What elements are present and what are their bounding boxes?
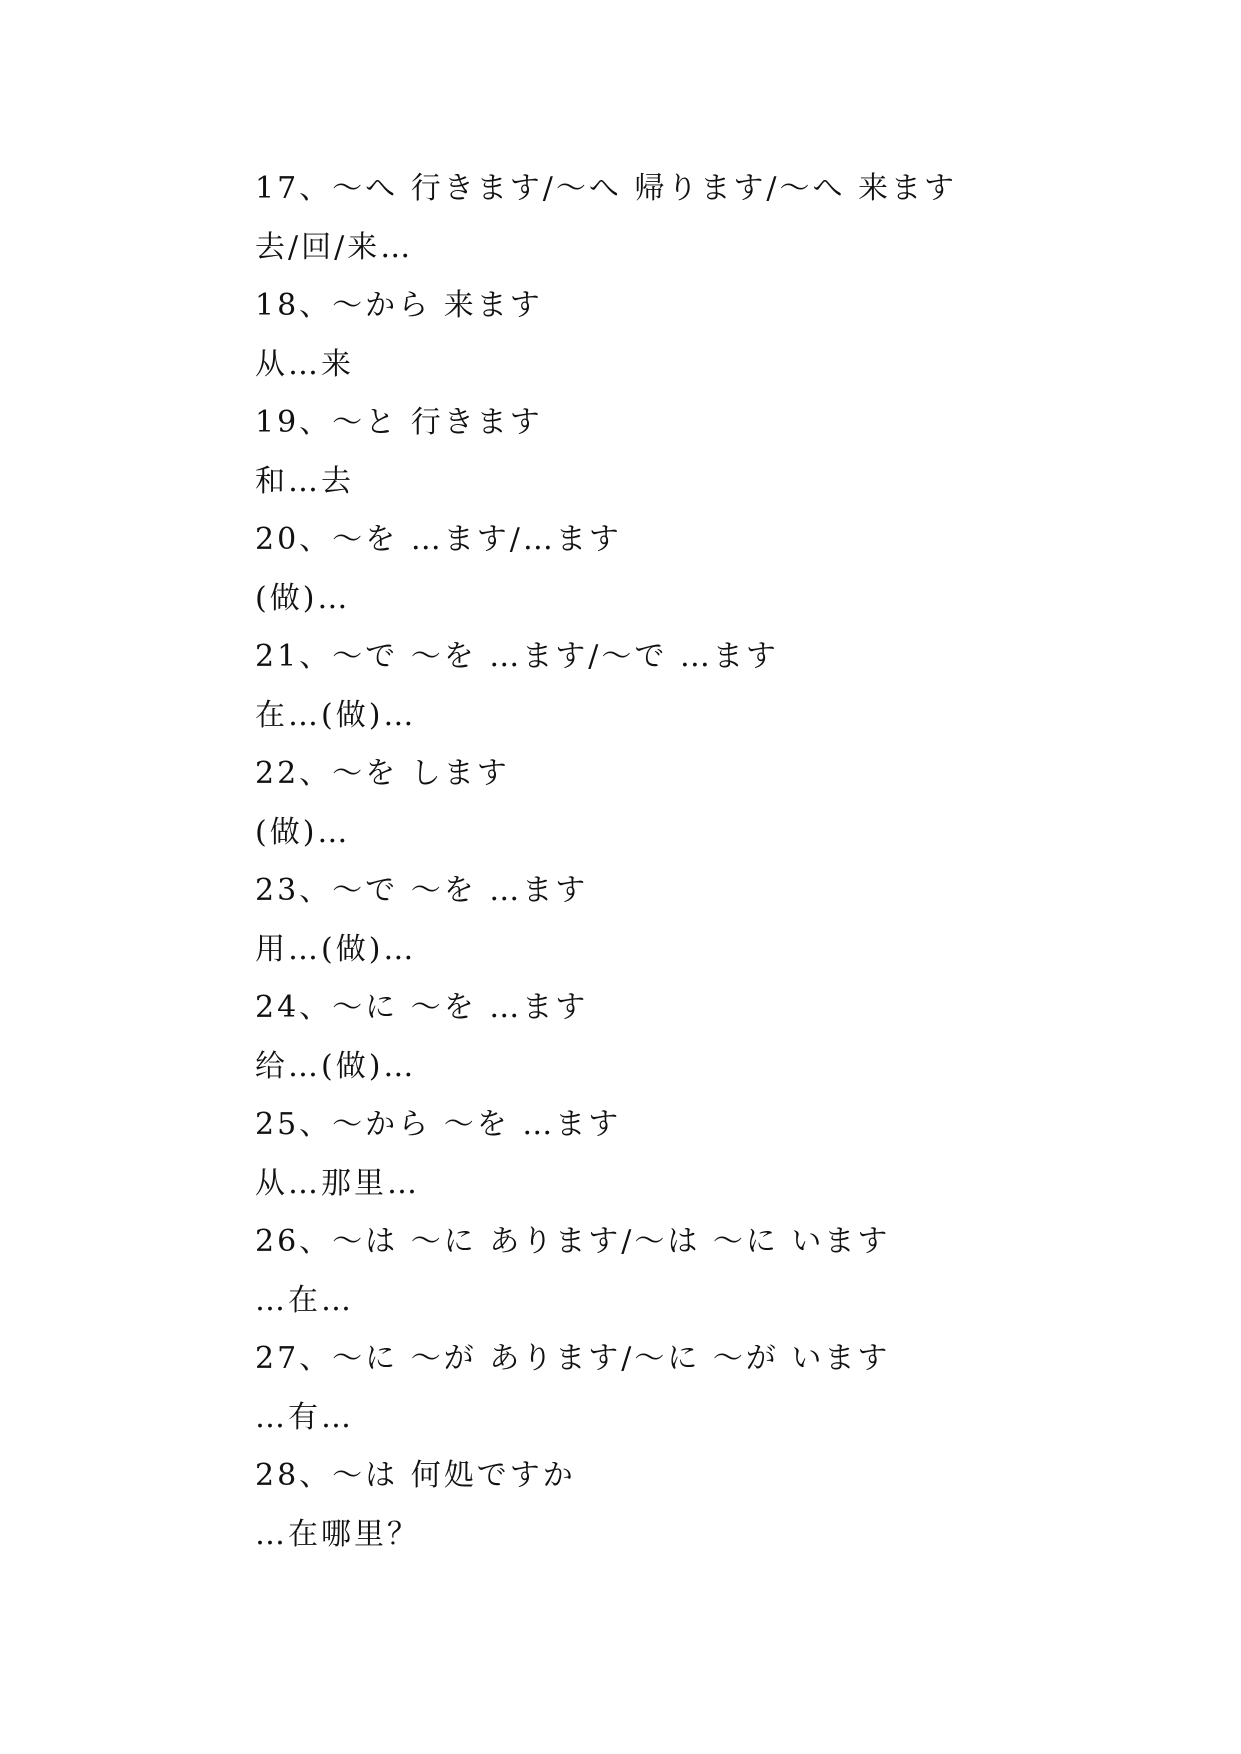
- text-line-2: 去/回/来…: [255, 229, 414, 265]
- text-line-4: 从…来: [255, 346, 354, 382]
- text-line-18: 从…那里…: [255, 1165, 420, 1201]
- text-line-17: 25、～から ～を …ます: [255, 1107, 622, 1142]
- text-line-16: 给…(做)…: [255, 1048, 417, 1084]
- text-line-12: (做)…: [255, 814, 351, 850]
- text-line-9: 21、～で ～を …ます/～で …ます: [255, 639, 779, 674]
- text-line-7: 20、～を …ます/…ます: [255, 522, 622, 557]
- text-line-19: 26、～は ～に あります/～は ～に います: [255, 1224, 891, 1259]
- text-line-20: …在…: [255, 1282, 354, 1318]
- text-line-21: 27、～に ～が あります/～に ～が います: [255, 1341, 891, 1376]
- text-line-15: 24、～に ～を …ます: [255, 990, 589, 1025]
- text-line-22: …有…: [255, 1399, 354, 1435]
- text-line-6: 和…去: [255, 463, 354, 499]
- text-line-5: 19、～と 行きます: [255, 405, 543, 440]
- text-line-1: 17、～へ 行きます/～へ 帰ります/～へ 来ます: [255, 171, 957, 206]
- text-line-11: 22、～を します: [255, 756, 510, 791]
- text-line-8: (做)…: [255, 580, 351, 616]
- text-line-13: 23、～で ～を …ます: [255, 873, 589, 908]
- document-body: [255, 160, 1155, 1564]
- text-line-3: 18、～から 来ます: [255, 288, 543, 323]
- text-line-23: 28、～は 何処ですか: [255, 1458, 576, 1493]
- text-line-10: 在…(做)…: [255, 697, 417, 733]
- text-line-24: …在哪里？: [255, 1516, 420, 1552]
- text-line-14: 用…(做)…: [255, 931, 417, 967]
